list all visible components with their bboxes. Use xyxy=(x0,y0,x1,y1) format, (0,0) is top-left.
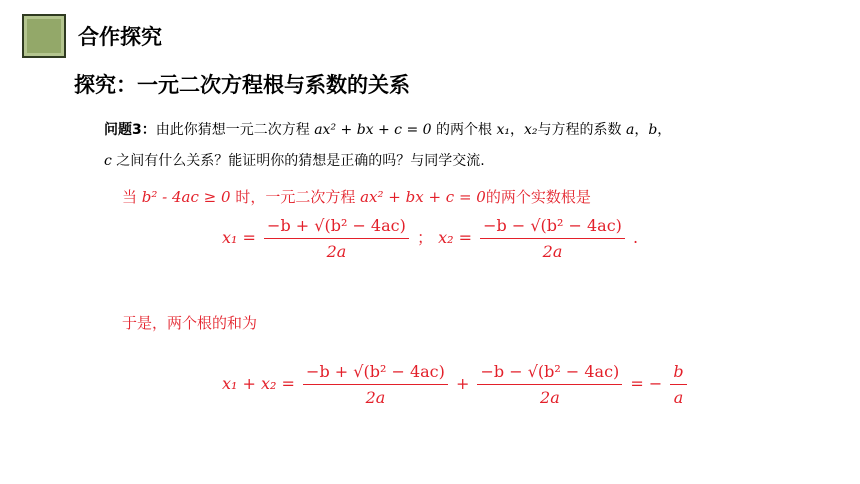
sum-term2-fraction xyxy=(477,362,622,407)
sum-term2-denominator: 2a xyxy=(540,388,560,407)
condition-prefix: 当 xyxy=(122,188,142,206)
condition-middle: 时，一元二次方程 xyxy=(230,188,361,206)
question-text-a: 由此你猜想一元二次方程 xyxy=(155,122,315,138)
question-sep-3: ， xyxy=(657,122,672,138)
question-label: 问题3： xyxy=(104,122,156,138)
question-a: a xyxy=(625,122,635,138)
question-x2: x₂ xyxy=(523,122,538,138)
sum-term2-numerator: −b − √(b² − 4ac) xyxy=(477,362,622,385)
formula-separator: ； xyxy=(416,228,433,247)
question-line2-text: 之间有什么关系？能证明你的猜想是正确的吗？与同学交流. xyxy=(111,153,485,169)
section-logo-square xyxy=(22,14,66,58)
sum-plus: + xyxy=(455,374,470,393)
section-title: 合作探究 xyxy=(78,25,162,49)
sum-formula xyxy=(222,362,690,407)
question-sep-2: ， xyxy=(634,122,649,138)
sum-lhs: x₁ + x₂ = xyxy=(222,374,295,393)
condition-equation: ax² + bx + c = 0 xyxy=(360,188,486,206)
question-x1: x₁ xyxy=(496,122,510,138)
x2-fraction xyxy=(480,216,625,261)
sum-term1-fraction xyxy=(303,362,448,407)
x1-lhs: x₁ = xyxy=(222,228,256,247)
x1-numerator: −b + √(b² − 4ac) xyxy=(264,216,409,239)
question-c: c xyxy=(104,153,112,169)
page-subtitle: 探究：一元二次方程根与系数的关系 xyxy=(74,73,410,97)
question-text-c: 与方程的系数 xyxy=(537,122,626,138)
question-text-b: 的两个根 xyxy=(431,122,497,138)
condition-discriminant: b² - 4ac ≥ 0 xyxy=(141,188,231,206)
sum-term1-numerator: −b + √(b² − 4ac) xyxy=(303,362,448,385)
sum-term1-denominator: 2a xyxy=(365,388,386,407)
question-b: b xyxy=(648,122,658,138)
x2-lhs: x₂ = xyxy=(438,228,472,247)
condition-suffix: 的两个实数根是 xyxy=(485,188,591,206)
sum-rhs-denominator: a xyxy=(673,388,684,407)
condition-statement xyxy=(122,186,591,207)
result-text: 于是，两个根的和为 xyxy=(122,314,258,332)
x2-numerator: −b − √(b² − 4ac) xyxy=(480,216,625,239)
root-formulas xyxy=(222,216,638,261)
sum-equals: = − xyxy=(630,374,663,393)
x1-denominator: 2a xyxy=(326,242,347,261)
x2-denominator: 2a xyxy=(542,242,563,261)
question-line-1 xyxy=(104,119,671,139)
formula-end: . xyxy=(633,228,639,247)
question-line-2 xyxy=(104,150,485,170)
sum-rhs-numerator: b xyxy=(670,362,686,385)
x1-fraction xyxy=(264,216,409,261)
question-equation: ax² + bx + c = 0 xyxy=(314,122,432,138)
question-sep-1: ， xyxy=(509,122,524,138)
sum-rhs-fraction xyxy=(670,362,686,407)
